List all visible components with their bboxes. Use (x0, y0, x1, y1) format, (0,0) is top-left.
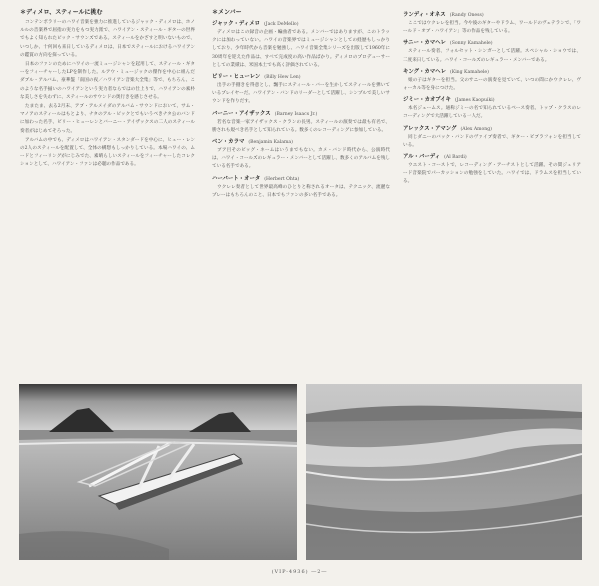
photo-left-image (19, 384, 297, 560)
page-footer: (VIP-4936) ―2― (271, 569, 328, 575)
paragraph: たまたま、去る2月末、アブ・アルメイダのアルバム・サウンドにおいて、サム・マノアのスティールはもとより、ナタのアル・ピックとでもいうベきナタ公のバンドに加わった名手、ビリー・ヒューレンとバーニー・アイザックスの二人のスティール奏者がはじめてそろった。 (20, 104, 195, 134)
member-roman-name: (Jack DeMello) (263, 22, 299, 27)
member-description: スティール奏者、フォルセット・シンガーとして活躍。スペシャル・ショウでは、二度来日している。ハワイ・コールズのレギュラー・メンバーである。 (403, 49, 581, 63)
column-right (403, 8, 581, 187)
member-roman-name: (Al Bardi) (444, 155, 467, 161)
member-name: ビリー・ヒューレン (Billy Hew Len) (212, 74, 301, 81)
member-roman-name: (Benjamin Kalama) (248, 140, 293, 146)
member-roman-name: (Alex Among) (460, 126, 492, 132)
member-description: 同じダニーのバック・バンドのヴァイブ奏者で、ギター・ビブラフォンを担当している。 (403, 134, 581, 148)
member-description: ここではウクレレを担当。今や彼のギターやドラム、ワールドのヴェテランで、「ワールド・オブ・ハワイアン」等の作品を残している。 (403, 21, 581, 35)
member-roman-name: (Barney Isaacs Jr.) (274, 111, 318, 117)
member-name: ジャック・ディメロ (Jack DeMello) (212, 21, 299, 27)
member-name: ジミー・カオプイキ (James Kaopuiki) (403, 97, 495, 104)
member-description: ウクレレ奏者として世界最高峰のひとりと称されるオータは、テクニック、流麗なプレーはもちろんのこと、日本でもファンの多い名手である。 (212, 184, 390, 198)
paragraph: コンテンポラリーのハワイ音楽を強力に推進しているジャック・ディメロは、ホノルルの音楽界で屈指の実力をもつ実力派で、ハワイアン・スティール・ギターの世界でもよく知られたピック・サウンズである。スティールをかざすと明いないもので、いつしか、十何回も来日しているディメロは、日本でスティールにおけるハワイアンの鑑賞の方向を探っている。 (20, 20, 195, 58)
member-roman-name: (Herbert Ohta) (264, 176, 300, 182)
member-roman-name: (Billy Hew Len) (264, 75, 301, 81)
column-middle (212, 8, 390, 200)
coastline-photo (306, 384, 582, 560)
member-roman-name: (Sonny Kamahele) (449, 41, 493, 47)
member-name: アル・バーディ (Al Bardi) (403, 154, 467, 161)
member-name: バーニー・アイザックス (Barney Isaacs Jr.) (212, 110, 318, 117)
paragraph: アルバムの中でも、ディメロはハワイアン・スタンダードを中心に、ヒュー・レンの2人のスティールを配置して、全体の構想もしっかりしている。本場ハワイの、ムードとフィーリングがにじみでた、素晴らしいスティールをフィーチャーしたコレクションとして、ハワイアン・ファンは必聴の作品である。 (20, 137, 195, 168)
member-description: 本名ジェームス。通称ジミーの名で知られているベース奏者。トップ・クラスのレコーディングで大活躍している一人だ。 (403, 106, 581, 120)
member-name: ベン・カラマ (Benjamin Kalama) (212, 139, 293, 146)
member-name: ハーバート・オータ (Herbert Ohta) (212, 175, 300, 182)
member-description: ディメロはこの録音の企画・編曲者である。メンバーではありますが、このトラックには加わっていない。ハワイの音楽界ではミュージシャンとしての経歴もしっかりしており、少年時代から音楽を勉強し、ハワイ音楽全集シリーズを出版して1960年に30周年を迎えた作品は、すべて完成度の高い作品ばかり。ディメロのプロデューサーとしての業績は、米国本土でも高く評価されている。 (212, 30, 390, 68)
beach-outrigger-canoe-photo (19, 384, 297, 560)
photo-right-image (306, 384, 582, 560)
member-description: ブア目そのビッグ・ネームはいうまでもない。カメ・バンド時代から、公演時代は、ハワイ・コールズのレギュラー・メンバーとして活躍し、数多くのアルバムを残している名手である。 (212, 148, 390, 170)
member-roman-name: (King Kamahele) (449, 69, 489, 75)
member-description: 出手の手捌きを得意とし、飄手にスティール・バーを生かしてスティールを弾いているプレイヤーだ。ハワイアン・バンドのリーダーとして活躍し、シンプルで美しいサウンドを作りだす。 (212, 83, 390, 105)
member-roman-name: (James Kaopuiki) (454, 98, 495, 104)
member-name: キング・カマヘレ (King Kamahele) (403, 68, 489, 75)
member-description: ウエスト・コーストで、レコーディング・アーチストとして活躍。その間ジュリアード音楽院でパーカッションの勉強をしていた。ハワイでは、ドラムスを担当している。 (403, 163, 581, 185)
member-name: アレックス・アマング (Alex Among) (403, 125, 492, 132)
member-roman-name: (Randy Oness) (449, 13, 484, 18)
section-heading-dimello: ＊ディメロ、スティールに挑む (20, 9, 103, 16)
member-name: ランディ・オネス (Randy Oness) (403, 12, 484, 18)
paragraph: 日本のファンのためにハワイの一流ミュージシャンを起用して、スティール・ギターをフィーチャーしたLPを制作した。ルアウ・ミュージックの傑作を中心に組んだダブル・アルバム、豪華盤「南国の夜／ハワイアン音楽大全集」等で、もちろん、このような名手揃いのハワイアンという実力者ならではの仕上りで、ハワイアンの素朴な美しさを失わずに、スティールのサウンドの奥行きを感じさせる。 (20, 62, 195, 100)
column-left (20, 8, 195, 171)
section-heading-members: ＊メンバー (212, 9, 242, 16)
member-description: 娘の子はギターを担当。父のサニーの演奏を見ていて、いつの間にかウクレレ、ヴォーカル等を身につけた。 (403, 77, 581, 92)
member-description: 若名な音楽一家アイザックス・クランの長男。スティールの演奏では最も有名で、勝されも規べき名手として知られている。数多くのレコーディングに参加している。 (212, 119, 390, 133)
member-name: サニー・カマヘレ (Sonny Kamahele) (403, 40, 493, 47)
